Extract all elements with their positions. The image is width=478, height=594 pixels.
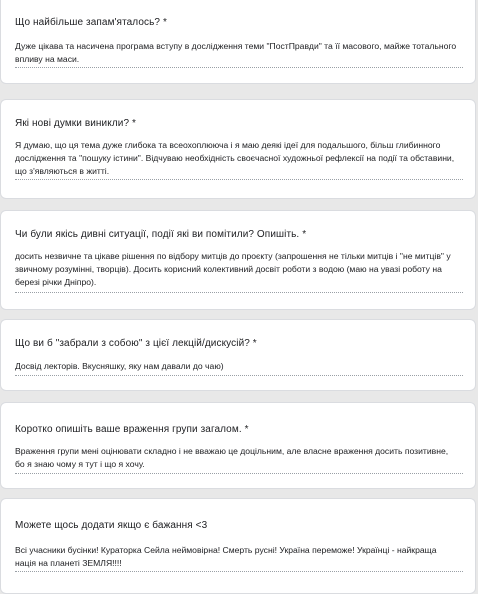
- question-card: [0, 319, 476, 391]
- answer-underline: [15, 67, 463, 68]
- question-card: [0, 498, 476, 594]
- question-card: [0, 99, 476, 199]
- answer-text[interactable]: Всі учасники бусінки! Кураторка Сейла неймовірна! Смерть русні! Україна переможе! Українці - найкраща нація на планеті ЗЕМЛЯ!!!!: [15, 545, 437, 568]
- question-title: Можете щось додати якщо є бажання <3: [15, 520, 208, 531]
- answer-underline: [15, 375, 463, 376]
- question-title: Що ви б "забрали з собою" з цієї лекцій/дискусій? *: [15, 338, 257, 349]
- question-title: Які нові думки виникли? *: [15, 118, 136, 129]
- answer-underline: [15, 571, 463, 572]
- question-card: [0, 210, 476, 310]
- question-title: Коротко опишіть ваше враження групи загалом. *: [15, 424, 249, 435]
- question-card: [0, 0, 476, 84]
- answer-underline: [15, 292, 463, 293]
- answer-text[interactable]: Досвід лекторів. Вкусняшку, яку нам давали до чаю): [15, 361, 224, 371]
- answer-underline: [15, 473, 463, 474]
- answer-text[interactable]: Я думаю, що ця тема дуже глибока та всеохоплююча і я маю деякі ідеї для подальшого, більш глибинного дослідження та "пошуку істини". Відчуваю необхідність своєчасної художньої рефлексії на події та обставини, що з'являються в житті.: [15, 140, 455, 176]
- question-title: Чи були якісь дивні ситуації, події які ви помітили? Опишіть. *: [15, 229, 307, 240]
- question-title: Що найбільше запам'яталось? *: [15, 17, 167, 28]
- answer-text[interactable]: Враження групи мені оцінювати складно і не вважаю це доцільним, але власне враження досить позитивне, бо я знаю чому я тут і що я хочу.: [15, 446, 449, 469]
- answer-text[interactable]: Дуже цікава та насичена програма вступу в дослідження теми "ПостПравди" та її масового, майже тотального впливу на маси.: [15, 41, 457, 64]
- answer-text[interactable]: досить незвичне та цікаве рішення по відбору митців до проєкту (запрошення не тільки митців і "не митців" у звичному розумінні, творців). Досить корисний колективний досвіт роботи з водою (маю на увазі роботу на березі річки Дніпро).: [15, 251, 451, 287]
- question-card: [0, 402, 476, 489]
- answer-underline: [15, 179, 463, 180]
